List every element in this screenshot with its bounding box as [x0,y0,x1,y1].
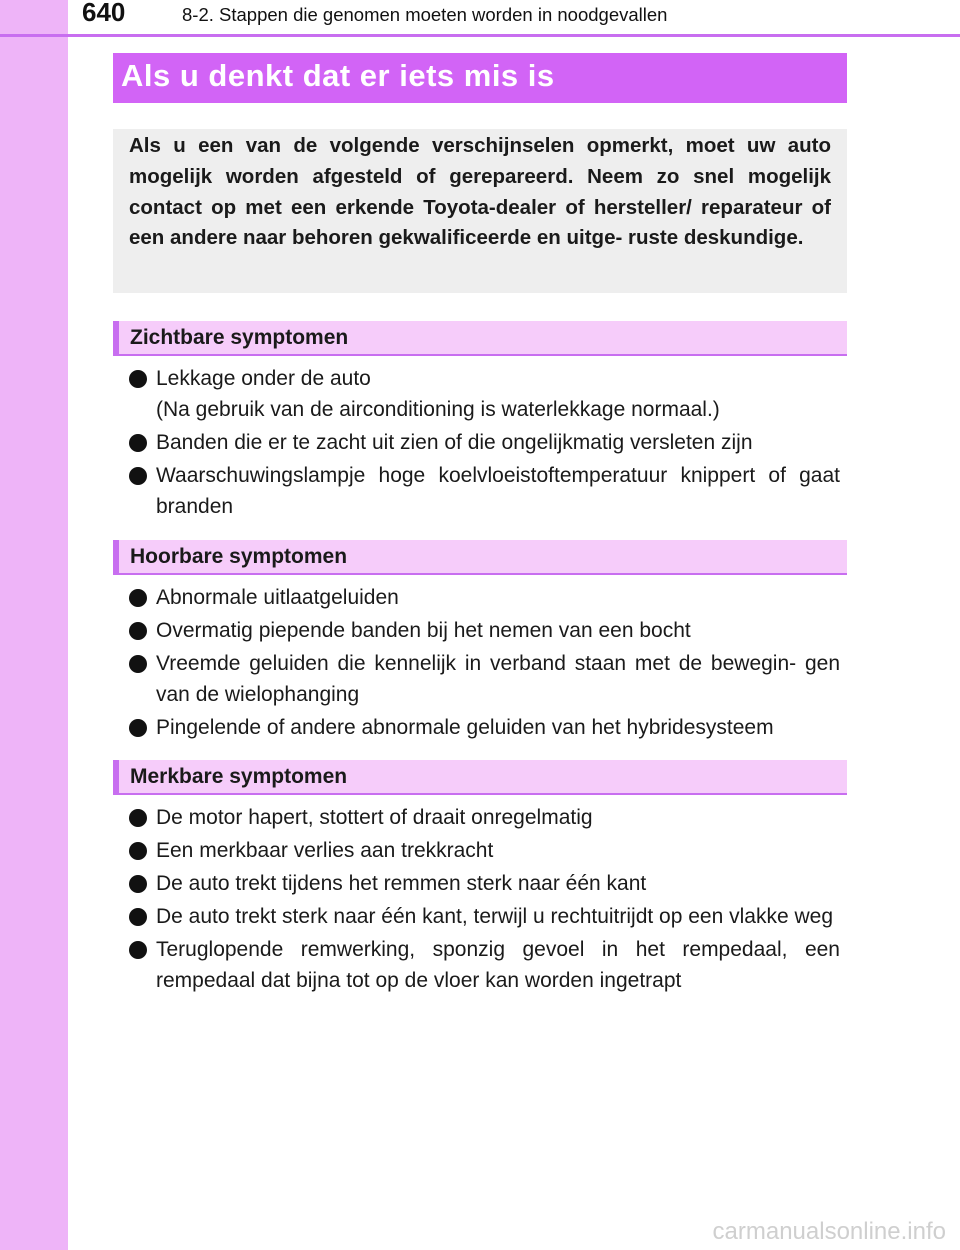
noticeable-symptoms-list [128,802,840,998]
list-item-text: De auto trekt sterk naar één kant, terwijl u rechtuitrijdt op een vlakke weg [156,905,834,928]
bullet-icon [129,589,147,607]
list-item [128,648,840,710]
section-heading-noticeable [113,760,847,795]
bullet-icon [129,434,147,452]
header-divider [0,34,960,37]
list-item-text: Lekkage onder de auto [156,367,371,390]
visible-symptoms-list [128,363,840,524]
list-item [128,934,840,996]
list-item-text: Vreemde geluiden die kennelijk in verband staan met de bewegin- gen van de wielophanging [156,652,840,706]
list-item [128,427,840,458]
list-item-text: Overmatig piepende banden bij het nemen van een bocht [156,619,691,642]
list-item-text: Pingelende of andere abnormale geluiden van het hybridesysteem [156,716,774,739]
bullet-icon [129,842,147,860]
bullet-icon [129,875,147,893]
main-heading-banner [113,53,847,103]
bullet-icon [129,809,147,827]
list-item [128,802,840,833]
list-item-text: Teruglopende remwerking, sponzig gevoel in het rempedaal, een rempedaal dat bijna tot op de vloer kan worden ingetrapt [156,938,840,992]
list-item [128,835,840,866]
bullet-icon [129,941,147,959]
main-heading: Als u denkt dat er iets mis is [121,58,555,93]
section-title: Hoorbare symptomen [130,545,348,568]
list-item [128,868,840,899]
list-item [128,582,840,613]
list-item [128,712,840,743]
page-header [0,0,960,36]
bullet-icon [129,655,147,673]
list-item [128,460,840,522]
bullet-icon [129,467,147,485]
list-item [128,615,840,646]
list-item-text: Abnormale uitlaatgeluiden [156,586,399,609]
list-item-text: Een merkbaar verlies aan trekkracht [156,839,494,862]
intro-box [113,129,847,293]
bullet-icon [129,908,147,926]
section-title: Merkbare symptomen [130,765,348,788]
list-item-note: (Na gebruik van de airconditioning is waterlekkage normaal.) [156,398,720,421]
section-heading-audible [113,540,847,575]
watermark: carmanualsonline.info [712,1218,946,1245]
list-item [128,901,840,932]
audible-symptoms-list [128,582,840,745]
bullet-icon [129,622,147,640]
chapter-title: 8-2. Stappen die genomen moeten worden in noodgevallen [182,4,668,25]
side-tab-strip [0,0,68,1250]
bullet-icon [129,719,147,737]
page-number: 640 [82,0,126,27]
bullet-icon [129,370,147,388]
list-item [128,363,840,425]
section-title: Zichtbare symptomen [130,326,349,349]
list-item-text: Waarschuwingslampje hoge koelvloeistoftemperatuur knippert of gaat branden [156,464,840,518]
intro-text: Als u een van de volgende verschijnselen opmerkt, moet uw auto mogelijk worden afgesteld of gerepareerd. Neem zo snel mogelijk contact op met een erkende Toyota-dealer of hersteller/ reparateur of een andere naar behoren gekwalificeerde en uitge- ruste deskundige. [129,134,831,250]
list-item-text: Banden die er te zacht uit zien of die ongelijkmatig versleten zijn [156,431,753,454]
section-heading-visible [113,321,847,356]
list-item-text: De motor hapert, stottert of draait onregelmatig [156,806,593,829]
list-item-text: De auto trekt tijdens het remmen sterk naar één kant [156,872,647,895]
